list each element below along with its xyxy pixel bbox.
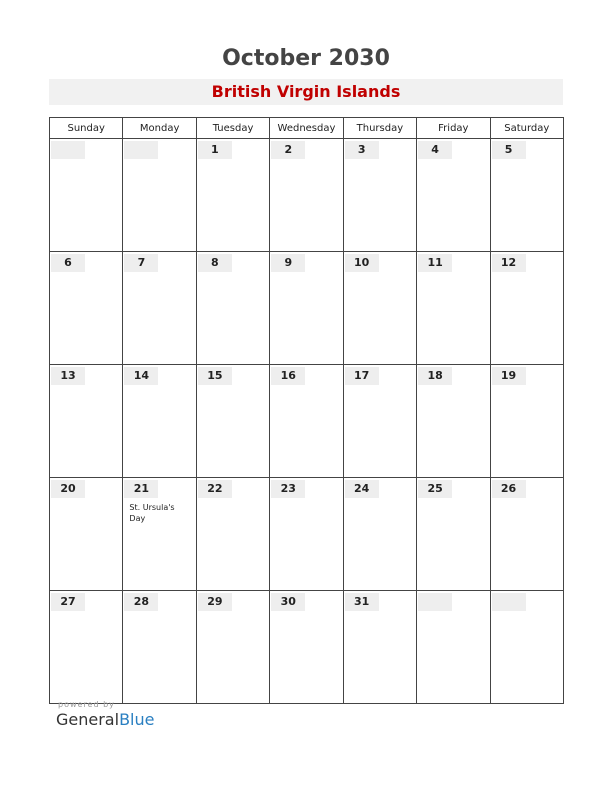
day-number: 22	[198, 480, 232, 498]
weekday-friday: Friday	[417, 118, 490, 139]
day-cell	[343, 139, 416, 252]
day-number: 20	[51, 480, 85, 498]
day-number: 2	[271, 141, 305, 159]
day-cell	[343, 365, 416, 478]
day-number: 16	[271, 367, 305, 385]
day-cell	[196, 365, 269, 478]
footer-branding	[56, 700, 154, 729]
page-title: October 2030	[222, 46, 390, 71]
day-cell	[123, 252, 196, 365]
brand-name-general: General	[56, 710, 120, 729]
day-cell	[490, 591, 563, 704]
day-cell	[123, 139, 196, 252]
day-cell	[196, 591, 269, 704]
day-number: 18	[418, 367, 452, 385]
day-cell	[196, 252, 269, 365]
day-cell	[490, 365, 563, 478]
day-cell	[417, 478, 490, 591]
day-cell	[270, 591, 343, 704]
weekday-saturday: Saturday	[490, 118, 563, 139]
day-cell	[490, 139, 563, 252]
day-cell	[343, 478, 416, 591]
day-cell	[270, 139, 343, 252]
day-cell	[490, 478, 563, 591]
day-number	[124, 141, 158, 159]
day-cell	[50, 478, 123, 591]
weekday-thursday: Thursday	[343, 118, 416, 139]
day-number: 29	[198, 593, 232, 611]
day-number: 14	[124, 367, 158, 385]
day-cell	[270, 252, 343, 365]
day-number: 24	[345, 480, 379, 498]
day-cell	[50, 365, 123, 478]
day-number: 1	[198, 141, 232, 159]
day-number: 28	[124, 593, 158, 611]
day-number: 23	[271, 480, 305, 498]
day-number: 21	[124, 480, 158, 498]
day-cell	[417, 139, 490, 252]
day-cell	[50, 591, 123, 704]
weekday-wednesday: Wednesday	[270, 118, 343, 139]
weekday-header-row	[50, 118, 564, 139]
brand-name-blue: Blue	[119, 710, 155, 729]
day-cell	[343, 252, 416, 365]
week-row	[50, 365, 564, 478]
day-number: 30	[271, 593, 305, 611]
day-number	[51, 141, 85, 159]
day-cell	[123, 591, 196, 704]
week-row	[50, 139, 564, 252]
week-row	[50, 591, 564, 704]
day-cell	[417, 365, 490, 478]
day-number: 12	[492, 254, 526, 272]
day-cell	[196, 478, 269, 591]
day-cell	[50, 139, 123, 252]
weekday-tuesday: Tuesday	[196, 118, 269, 139]
day-number: 27	[51, 593, 85, 611]
calendar-grid	[49, 117, 564, 704]
day-cell	[270, 478, 343, 591]
day-number: 11	[418, 254, 452, 272]
day-cell	[123, 365, 196, 478]
day-cell	[270, 365, 343, 478]
day-cell	[123, 478, 196, 591]
powered-by-text: powered by	[58, 700, 115, 709]
day-cell	[196, 139, 269, 252]
day-number: 31	[345, 593, 379, 611]
day-number: 7	[124, 254, 158, 272]
weekday-monday: Monday	[123, 118, 196, 139]
day-number: 13	[51, 367, 85, 385]
day-number: 6	[51, 254, 85, 272]
brand-logo[interactable]	[56, 710, 154, 729]
day-cell	[417, 252, 490, 365]
region-banner: British Virgin Islands	[49, 79, 563, 105]
day-number: 25	[418, 480, 452, 498]
day-cell	[50, 252, 123, 365]
day-number: 10	[345, 254, 379, 272]
day-number: 26	[492, 480, 526, 498]
day-number: 5	[492, 141, 526, 159]
week-row	[50, 478, 564, 591]
day-number: 9	[271, 254, 305, 272]
day-number: 19	[492, 367, 526, 385]
week-row	[50, 252, 564, 365]
day-number	[418, 593, 452, 611]
day-cell	[343, 591, 416, 704]
day-number: 3	[345, 141, 379, 159]
holiday-label: St. Ursula's Day	[129, 503, 175, 523]
day-number: 4	[418, 141, 452, 159]
day-cell	[490, 252, 563, 365]
day-number: 8	[198, 254, 232, 272]
day-number	[492, 593, 526, 611]
weekday-sunday: Sunday	[50, 118, 123, 139]
day-number: 17	[345, 367, 379, 385]
day-cell	[417, 591, 490, 704]
day-number: 15	[198, 367, 232, 385]
